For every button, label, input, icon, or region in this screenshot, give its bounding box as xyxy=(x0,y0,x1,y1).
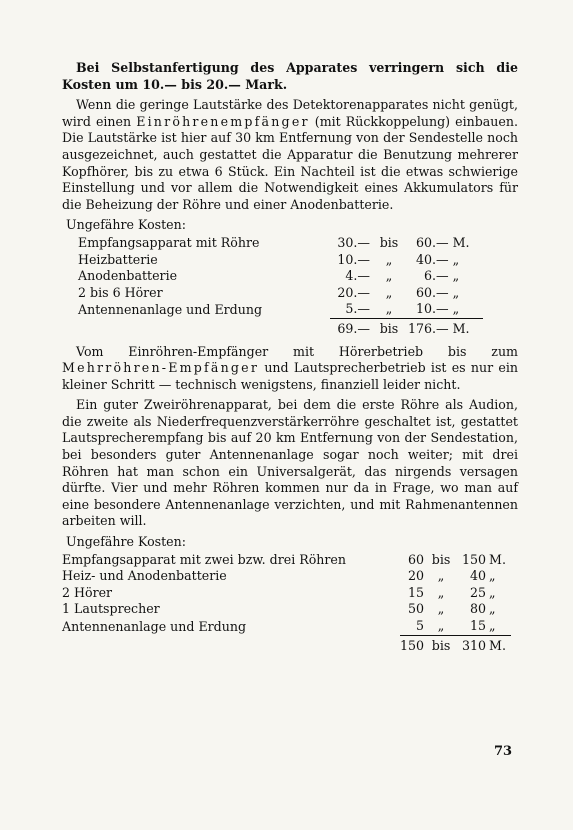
page-content xyxy=(62,60,518,654)
cost-v1: 50 xyxy=(408,601,425,617)
cost-v2: 80 xyxy=(470,601,487,617)
cost-sep: „ xyxy=(385,284,393,300)
cost-sep: bis xyxy=(379,234,399,250)
cost-unit: „ xyxy=(452,268,460,284)
cost-v1: 4.— xyxy=(345,268,370,284)
cost-total-spacer xyxy=(78,318,330,337)
cost-v1: 60 xyxy=(408,551,425,567)
paragraph-text: (mit Rückkoppelung) einbauen. Die Lautstärke ist hier auf 30 km Entfernung von der Sendestelle noch ausgezeichnet, auch gestattet die Apparatur die Benutzung mehrerer Kopfhörer, bis zu etwa 6 Stück. Ein Nachteil ist die etwas schwierige Einstellung und vor allem die Notwendigkeit eines Akkumulators für die Beheizung der Röhre und einer Anodenbatterie. xyxy=(62,113,518,212)
cost-v2: 60.— xyxy=(416,284,449,300)
cost-name: Empfangsapparat mit Röhre xyxy=(78,234,260,250)
cost-row xyxy=(62,618,511,635)
cost-name: 1 Lautsprecher xyxy=(62,601,160,617)
cost-v2: 40.— xyxy=(416,251,449,267)
cost-table-2 xyxy=(62,552,511,655)
paragraph-multi-tube xyxy=(62,344,518,394)
cost-sep: „ xyxy=(437,584,445,600)
cost-name: Antennenanlage und Erdung xyxy=(78,301,263,317)
paragraph-single-tube xyxy=(62,97,518,213)
cost-total-v2: 176.— xyxy=(408,318,449,337)
cost-unit: „ xyxy=(489,568,496,584)
cost-total-v2: 310 xyxy=(458,635,486,654)
cost-v2: 25 xyxy=(470,584,487,600)
cost-row xyxy=(78,301,483,318)
cost-v2: 6.— xyxy=(424,268,449,284)
cost-v1: 5 xyxy=(416,618,425,633)
cost-row xyxy=(78,268,483,285)
cost-name: Empfangsapparat mit zwei bzw. drei Röhren xyxy=(62,551,346,567)
cost-name: 2 bis 6 Hörer xyxy=(78,284,163,300)
paragraph-text: Wenn die geringe Lautstärke des Detektorenapparates nicht genügt, wird einen xyxy=(62,97,518,129)
cost-v1: 5.— xyxy=(345,301,370,317)
cost-v1: 15 xyxy=(408,584,425,600)
cost-name: Anodenbatterie xyxy=(78,268,178,284)
cost-total-v1: 69.— xyxy=(330,318,370,337)
cost-row xyxy=(78,235,483,252)
cost-v2: 150 xyxy=(462,551,487,567)
cost-row xyxy=(62,568,511,585)
cost-sep: „ xyxy=(437,601,445,617)
emphasized-term: Mehrröhren-Empfänger xyxy=(62,360,260,376)
page-number: 73 xyxy=(494,744,513,759)
cost-total-row xyxy=(78,318,483,337)
cost-sep: „ xyxy=(385,251,393,267)
cost-name: 2 Hörer xyxy=(62,584,113,600)
cost-row xyxy=(62,585,511,602)
cost-v2: 60.— xyxy=(416,234,449,250)
cost-name: Heizbatterie xyxy=(78,251,158,267)
cost-sep: bis xyxy=(431,551,451,567)
cost-unit: „ xyxy=(489,618,496,633)
cost-v2: 10.— xyxy=(416,301,449,317)
cost-unit: „ xyxy=(452,251,460,267)
cost-sep: „ xyxy=(385,301,393,317)
cost-label-1: Ungefähre Kosten: xyxy=(66,217,186,233)
cost-unit: „ xyxy=(489,584,496,600)
cost-total-unit: M. xyxy=(486,635,511,654)
cost-unit: „ xyxy=(452,301,460,317)
cost-unit: M. xyxy=(452,234,470,250)
cost-v1: 20 xyxy=(408,568,425,584)
cost-v2: 15 xyxy=(470,618,487,633)
cost-unit: „ xyxy=(489,601,496,617)
emphasized-term: Einröhrenempfänger xyxy=(136,113,310,129)
cost-sep: „ xyxy=(437,568,445,584)
cost-v1: 30.— xyxy=(337,234,370,250)
paragraph-two-tube: Ein guter Zweiröhrenapparat, bei dem die erste Röhre als Audion, die zweite als Niederfrequenzverstärkerröhre geschaltet ist, gestattet Lautsprecherempfang bis auf 20 km Entfernung von der Sendestation, bei besonders guter Antennenanlage sogar noch weiter; mit drei Röhren hat man schon ein Universalgerät, das nirgends versagen dürfte. Vier und mehr Röhren kommen nur da in Frage, wo man auf eine besondere Antennenanlage verzichten, und mit Rahmenantennen arbeiten will. xyxy=(62,397,518,529)
cost-unit: M. xyxy=(489,551,506,567)
cost-v1: 20.— xyxy=(337,284,370,300)
cost-sep: „ xyxy=(437,618,445,633)
cost-v1: 10.— xyxy=(337,251,370,267)
cost-row xyxy=(78,252,483,269)
cost-label-2: Ungefähre Kosten: xyxy=(66,534,186,550)
cost-row xyxy=(78,285,483,302)
cost-sep: „ xyxy=(385,268,393,284)
cost-name: Heiz- und Anodenbatterie xyxy=(62,568,227,584)
cost-total-unit: M. xyxy=(449,318,483,337)
paragraph-text: Vom Einröhren-Empfänger mit Hörerbetrieb bis zum xyxy=(76,343,518,359)
cost-total-v1: 150 xyxy=(400,635,424,654)
cost-total-sep: bis xyxy=(424,635,458,654)
paragraph-self-build: Bei Selbstanfertigung des Apparates verringern sich die Kosten um 10.— bis 20.— Mark. xyxy=(62,60,518,92)
cost-total-spacer xyxy=(62,635,400,654)
paragraph-text: und Lautsprecherbetrieb ist es nur ein kleiner Schritt — technisch wenigstens, finanziell leider nicht. xyxy=(62,360,518,392)
cost-unit: „ xyxy=(452,284,460,300)
cost-v2: 40 xyxy=(470,568,487,584)
cost-row xyxy=(62,601,511,618)
cost-table-1 xyxy=(78,235,483,338)
cost-row xyxy=(62,552,511,569)
cost-total-row xyxy=(62,635,511,654)
cost-name: Antennenanlage und Erdung xyxy=(62,618,247,634)
cost-total-sep: bis xyxy=(370,318,408,337)
